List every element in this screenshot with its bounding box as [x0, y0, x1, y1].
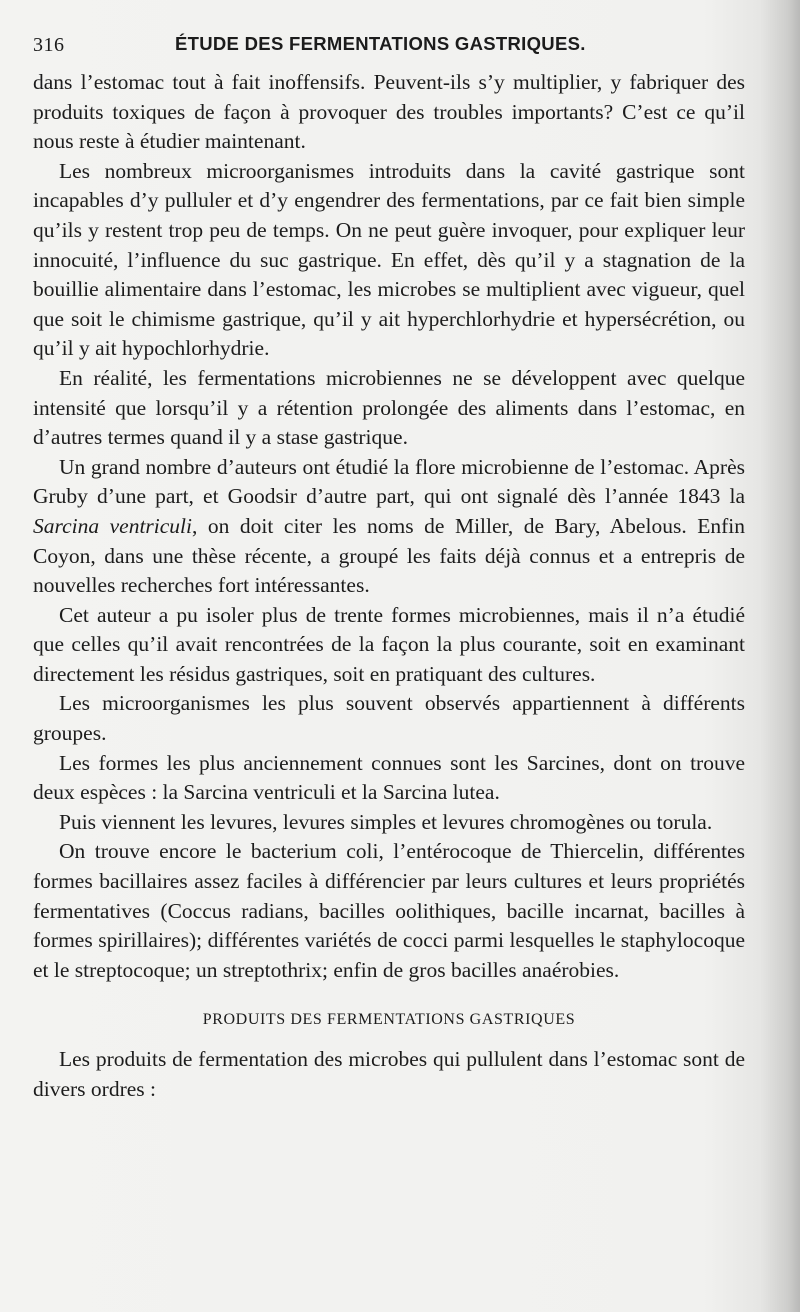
paragraph: On trouve encore le bacterium coli, l’entérocoque de Thiercelin, différentes formes bacillaires assez faciles à différencier par leurs cultures et leurs propriétés fermentatives (Coccus radians, bacilles oolithiques, bacille incarnat, bacilles à formes spirillaires); différentes variétés de cocci parmi lesquelles le staphylocoque et le streptocoque; un streptothrix; enfin de gros bacilles anaérobies.: [33, 839, 745, 982]
paragraph: Les formes les plus anciennement connues sont les Sarcines, dont on trouve deux espèces : la Sarcina ventriculi et la Sarcina lutea.: [33, 750, 745, 805]
species-name: Sarcina ventriculi: [33, 513, 192, 538]
body-text: [33, 68, 745, 1104]
paragraph-flora: [33, 453, 745, 601]
paragraph-text: Un grand nombre d’auteurs ont étudié la flore microbienne de l’estomac. Après Gruby d’une part, et Goodsir d’autre part, qui ont signalé dès l’année 1843 la: [33, 454, 745, 509]
page-number: 316: [33, 34, 65, 56]
section-heading: PRODUITS DES FERMENTATIONS GASTRIQUES: [202, 1011, 576, 1029]
running-title: ÉTUDE DES FERMENTATIONS GASTRIQUES.: [175, 33, 586, 54]
paragraph-continued: dans l’estomac tout à fait inoffensifs. Peuvent-ils s’y multiplier, y fabriquer des produits toxiques de façon à provoquer des troubles importants? C’est ce qu’il nous reste à étudier maintenant.: [33, 70, 745, 154]
paragraph: En réalité, les fermentations microbiennes ne se développent avec quelque intensité que lorsqu’il y a rétention prolongée des aliments dans l’estomac, en d’autres termes quand il y a stase gastrique.: [33, 365, 745, 450]
paragraph: Puis viennent les levures, levures simples et levures chromogènes ou torula.: [59, 809, 713, 834]
paragraph: Les nombreux microorganismes introduits dans la cavité gastrique sont incapables d’y pulluler et d’y engendrer des fermentations, par ce fait bien simple qu’ils y restent trop peu de temps. On ne peut guère invoquer, pour expliquer leur innocuité, l’influence du suc gastrique. En effet, dès qu’il y a stagnation de la bouillie alimentaire dans l’estomac, les microbes se multiplient avec vigueur, quel que soit le chimisme gastrique, qu’il y ait hyperchlorhydrie et hypersécrétion, ou qu’il y ait hypochlorhydrie.: [33, 158, 745, 361]
section-paragraph: Les produits de fermentation des microbes qui pullulent dans l’estomac sont de divers ordres :: [33, 1047, 745, 1101]
paragraph: Les microorganismes les plus souvent observés appartiennent à différents groupes.: [33, 691, 745, 746]
paragraph-text: , on doit citer les noms de Miller, de Bary, Abelous. Enfin Coyon, dans une thèse récente, a groupé les faits déjà connus et a entrepris de nouvelles recherches fort intéressantes.: [33, 513, 745, 598]
page-header: [33, 30, 753, 60]
paragraph: Cet auteur a pu isoler plus de trente formes microbiennes, mais il n’a étudié que celles qu’il avait rencontrées de la façon la plus courante, soit en examinant directement les résidus gastriques, soit en pratiquant des cultures.: [33, 602, 745, 686]
page-gutter-shadow: [760, 0, 800, 1312]
